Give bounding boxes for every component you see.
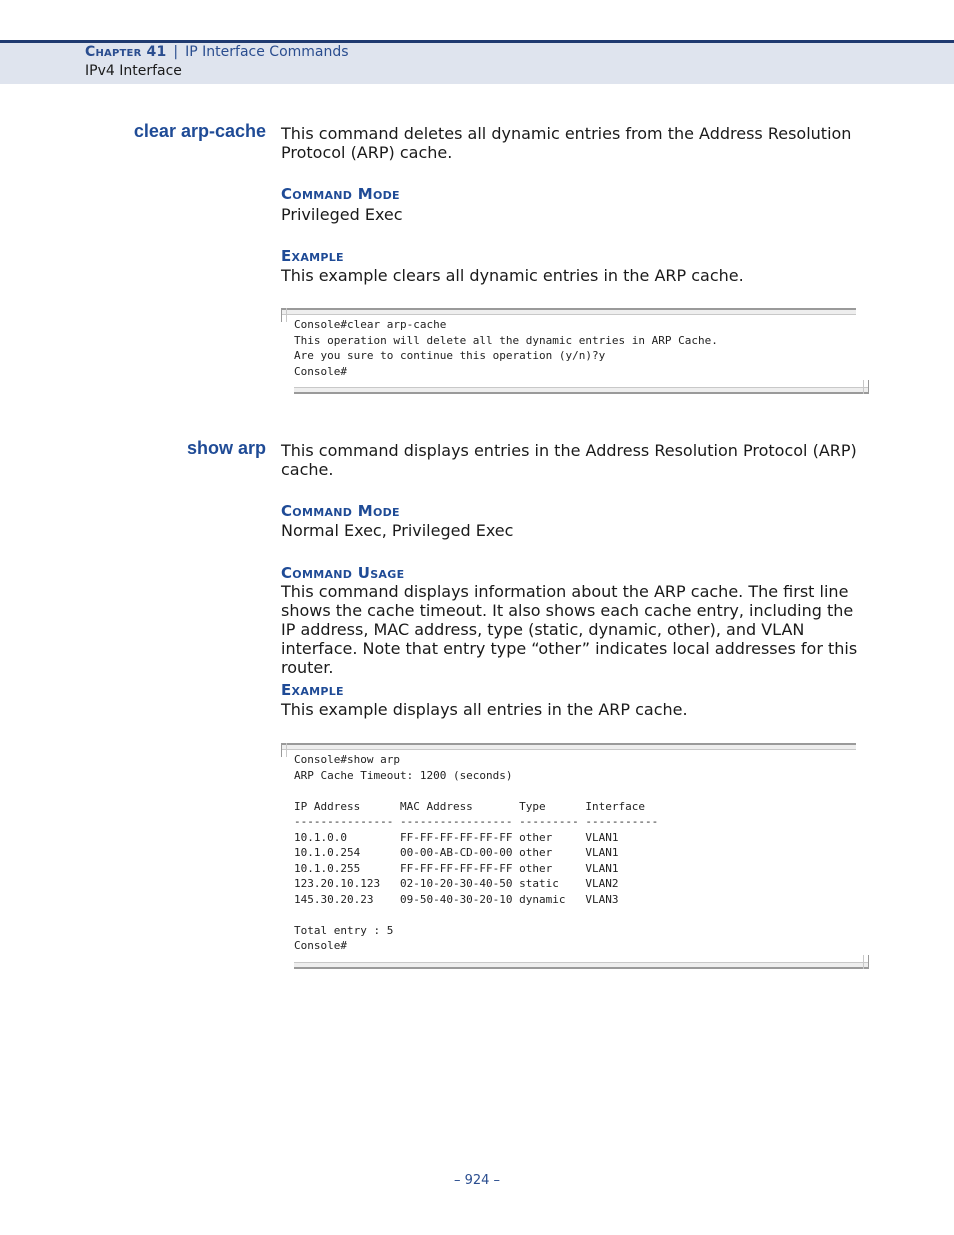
running-header-section: IPv4 Interface xyxy=(85,63,182,79)
page-number: – 924 – xyxy=(453,1173,501,1188)
command-heading-clear-arp-cache: clear arp-cache xyxy=(133,121,266,141)
example-heading: Example xyxy=(281,247,344,265)
command-usage-heading: Command Usage xyxy=(281,564,405,582)
code-box-right-mark xyxy=(863,380,869,394)
code-example-box xyxy=(281,308,869,394)
running-header-chapter xyxy=(85,44,349,60)
code-box-left-mark xyxy=(281,308,287,322)
command-mode-text: Privileged Exec xyxy=(281,205,403,224)
code-example: Console#show arp ARP Cache Timeout: 1200 (seconds) IP Address MAC Address Type Interface --------------- ----------------- --------- ----------- 10.1.0.0 FF-FF-FF-FF-FF-FF other VLAN1 10.1.0.254 00-00-AB-CD-00-00 other VLAN1 10.1.0.255 FF-FF-FF-FF-FF-FF other VLAN1 123.20.10.123 02-10-20-30-40-50 static VLAN2 145.30.20.23 09-50-40-30-20-10 dynamic VLAN3 Total entry : 5 Console# xyxy=(294,753,659,952)
command-mode-heading: Command Mode xyxy=(281,185,400,203)
command-heading-show-arp: show arp xyxy=(186,438,266,458)
command-description: This command deletes all dynamic entries from the Address Resolution Protocol (ARP) cache. xyxy=(281,124,852,162)
command-mode-text: Normal Exec, Privileged Exec xyxy=(281,521,514,540)
code-example-box xyxy=(281,743,869,969)
code-example: Console#clear arp-cache This operation will delete all the dynamic entries in ARP Cache. Are you sure to continue this operation (y/n)?y Console# xyxy=(294,318,718,378)
chapter-label: Chapter 41 xyxy=(85,44,167,60)
header-separator: | xyxy=(173,44,179,60)
command-description: This command displays entries in the Address Resolution Protocol (ARP) cache. xyxy=(281,441,857,479)
chapter-title: IP Interface Commands xyxy=(185,44,349,60)
example-text: This example displays all entries in the ARP cache. xyxy=(281,700,688,719)
code-box-top-rule xyxy=(281,308,856,315)
example-heading: Example xyxy=(281,681,344,699)
code-box-bottom-rule xyxy=(294,387,869,394)
code-box-bottom-rule xyxy=(294,962,869,969)
command-mode-heading: Command Mode xyxy=(281,502,400,520)
code-box-left-mark xyxy=(281,743,287,757)
code-box-right-mark xyxy=(863,955,869,969)
code-box-top-rule xyxy=(281,743,856,750)
example-text: This example clears all dynamic entries in the ARP cache. xyxy=(281,266,744,285)
command-usage-text: This command displays information about the ARP cache. The first line shows the cache timeout. It also shows each cache entry, including the IP address, MAC address, type (static, dynamic, other), and VLAN interface. Note that entry type “other” indicates local addresses for this router. xyxy=(281,582,858,677)
